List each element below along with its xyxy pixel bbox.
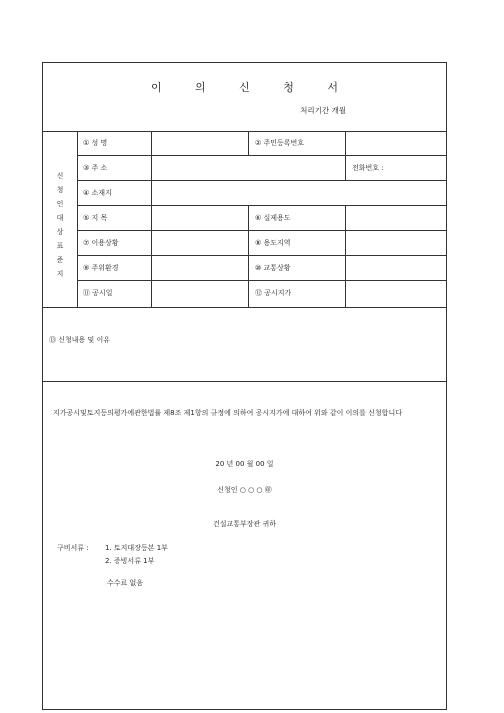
zone-label: ⑧ 용도지역	[248, 231, 345, 255]
statement-text: 지가공시및토지등의평가에관한법률 제8조 제1항의 규정에 의하여 공시지가에 대하여 위와 같이 이의를 신청합니다	[53, 409, 402, 417]
side-char: 준	[56, 256, 64, 264]
environment-field[interactable]	[151, 256, 248, 280]
row-land-use	[77, 231, 446, 256]
side-char: 상	[56, 228, 64, 236]
traffic-label: ⑩ 교통상황	[248, 256, 345, 280]
notice-date-label: ⑪ 공시일	[83, 289, 113, 297]
location-label: ④ 소재지	[83, 189, 112, 197]
actual-use-label: ⑥ 실제용도	[248, 206, 345, 230]
notice-price-label: ⑫ 공시지가	[248, 281, 345, 307]
reason-section[interactable]	[43, 307, 446, 382]
category-label: ⑤ 지 목	[83, 214, 108, 222]
row-notice	[77, 281, 446, 307]
attachment-item: 1. 토지대장등본 1부	[105, 544, 168, 552]
side-char: 대	[56, 214, 64, 222]
date-line: 20 년 00 월 00 일	[215, 460, 274, 468]
fee-note: 수수료 없음	[107, 579, 144, 587]
address-label: ③ 주 소	[83, 164, 108, 172]
objection-form	[42, 62, 447, 710]
row-location	[77, 181, 446, 206]
environment-label: ⑨ 주위환경	[83, 264, 119, 272]
form-title: 이 의 신 청 서	[150, 81, 354, 94]
category-field[interactable]	[151, 206, 248, 230]
row-address	[77, 156, 446, 181]
address-field[interactable]	[151, 156, 345, 180]
row-environment	[77, 256, 446, 281]
attachment-item: 2. 증빙서류 1부	[105, 557, 155, 565]
side-char: 지	[56, 270, 64, 278]
traffic-field[interactable]	[345, 256, 446, 280]
rrn-label: ② 주민등록번호	[248, 131, 345, 155]
zone-field[interactable]	[345, 231, 446, 255]
applicant-info-table	[43, 131, 446, 308]
location-field[interactable]	[151, 181, 446, 205]
applicant-line: 신청인 ○ ○ ○ ㊞	[217, 486, 272, 494]
name-field[interactable]	[151, 131, 248, 155]
side-label	[43, 131, 78, 307]
statement-section	[43, 381, 446, 711]
side-char: 인	[56, 200, 64, 208]
phone-field[interactable]: 전화번호 :	[345, 156, 446, 180]
row-category	[77, 206, 446, 231]
attachments-title: 구비서류 :	[57, 544, 89, 552]
notice-date-field[interactable]	[151, 281, 248, 307]
side-char: 표	[56, 242, 64, 250]
side-char: 신	[56, 172, 64, 180]
form-header	[43, 63, 446, 132]
side-char: 청	[56, 186, 64, 194]
processing-period: 처리기간 개월	[300, 106, 346, 115]
recipient-line: 건설교통부장관 귀하	[212, 520, 277, 528]
land-use-label: ⑦ 이용상황	[83, 239, 119, 247]
land-use-field[interactable]	[151, 231, 248, 255]
row-name	[77, 131, 446, 156]
name-label: ① 성 명	[83, 139, 108, 147]
actual-use-field[interactable]	[345, 206, 446, 230]
rrn-field[interactable]	[345, 131, 446, 155]
notice-price-field[interactable]	[345, 281, 446, 307]
reason-label: ⑬ 신청내용 및 이유	[49, 336, 111, 344]
